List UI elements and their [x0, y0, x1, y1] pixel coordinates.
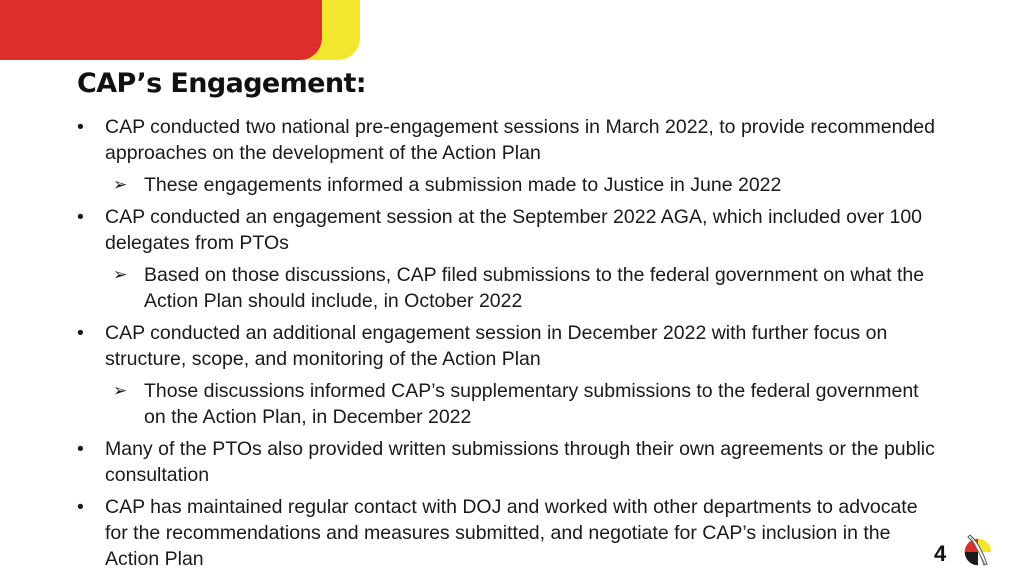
sub-bullet-text: Those discussions informed CAP’s supplementary submissions to the federal government on the Action Plan, in December 2022	[144, 380, 919, 428]
bullet-marker: •	[77, 116, 84, 138]
bullet-item	[77, 114, 937, 166]
bullet-item	[77, 320, 937, 372]
sub-bullet-item	[77, 262, 937, 314]
bullet-marker: •	[77, 438, 84, 460]
sub-bullet-text: These engagements informed a submission made to Justice in June 2022	[144, 174, 782, 196]
bullet-list	[77, 114, 937, 578]
arrow-bullet-icon: ➢	[113, 265, 128, 284]
arrow-bullet-icon: ➢	[113, 381, 128, 400]
bullet-text: CAP conducted two national pre-engagement sessions in March 2022, to provide recommended approaches on the development of the Action Plan	[105, 116, 935, 164]
bullet-marker: •	[77, 206, 84, 228]
bullet-marker: •	[77, 322, 84, 344]
bullet-item	[77, 494, 937, 572]
sub-bullet-text: Based on those discussions, CAP filed submissions to the federal government on what the Action Plan should include, in October 2022	[144, 264, 925, 312]
bullet-item	[77, 436, 937, 488]
feather-circle-logo-icon	[960, 532, 996, 568]
sub-bullet-item	[77, 378, 937, 430]
page-number: 4	[934, 541, 947, 566]
slide-title: CAP’s Engagement:	[77, 68, 367, 99]
bullet-text: Many of the PTOs also provided written submissions through their own agreements or the public consultation	[105, 438, 935, 486]
bullet-text: CAP conducted an engagement session at the September 2022 AGA, which included over 100 delegates from PTOs	[105, 206, 923, 254]
bullet-text: CAP conducted an additional engagement session in December 2022 with further focus on structure, scope, and monitoring of the Action Plan	[105, 322, 888, 370]
bullet-item	[77, 204, 937, 256]
header-banner-red	[0, 0, 322, 60]
sub-bullet-item	[77, 172, 937, 198]
bullet-text: CAP has maintained regular contact with DOJ and worked with other departments to advocate for the recommendations and measures submitted, and negotiate for CAP’s inclusion in the Action Plan	[105, 496, 918, 570]
arrow-bullet-icon: ➢	[113, 175, 128, 194]
bullet-marker: •	[77, 496, 84, 518]
